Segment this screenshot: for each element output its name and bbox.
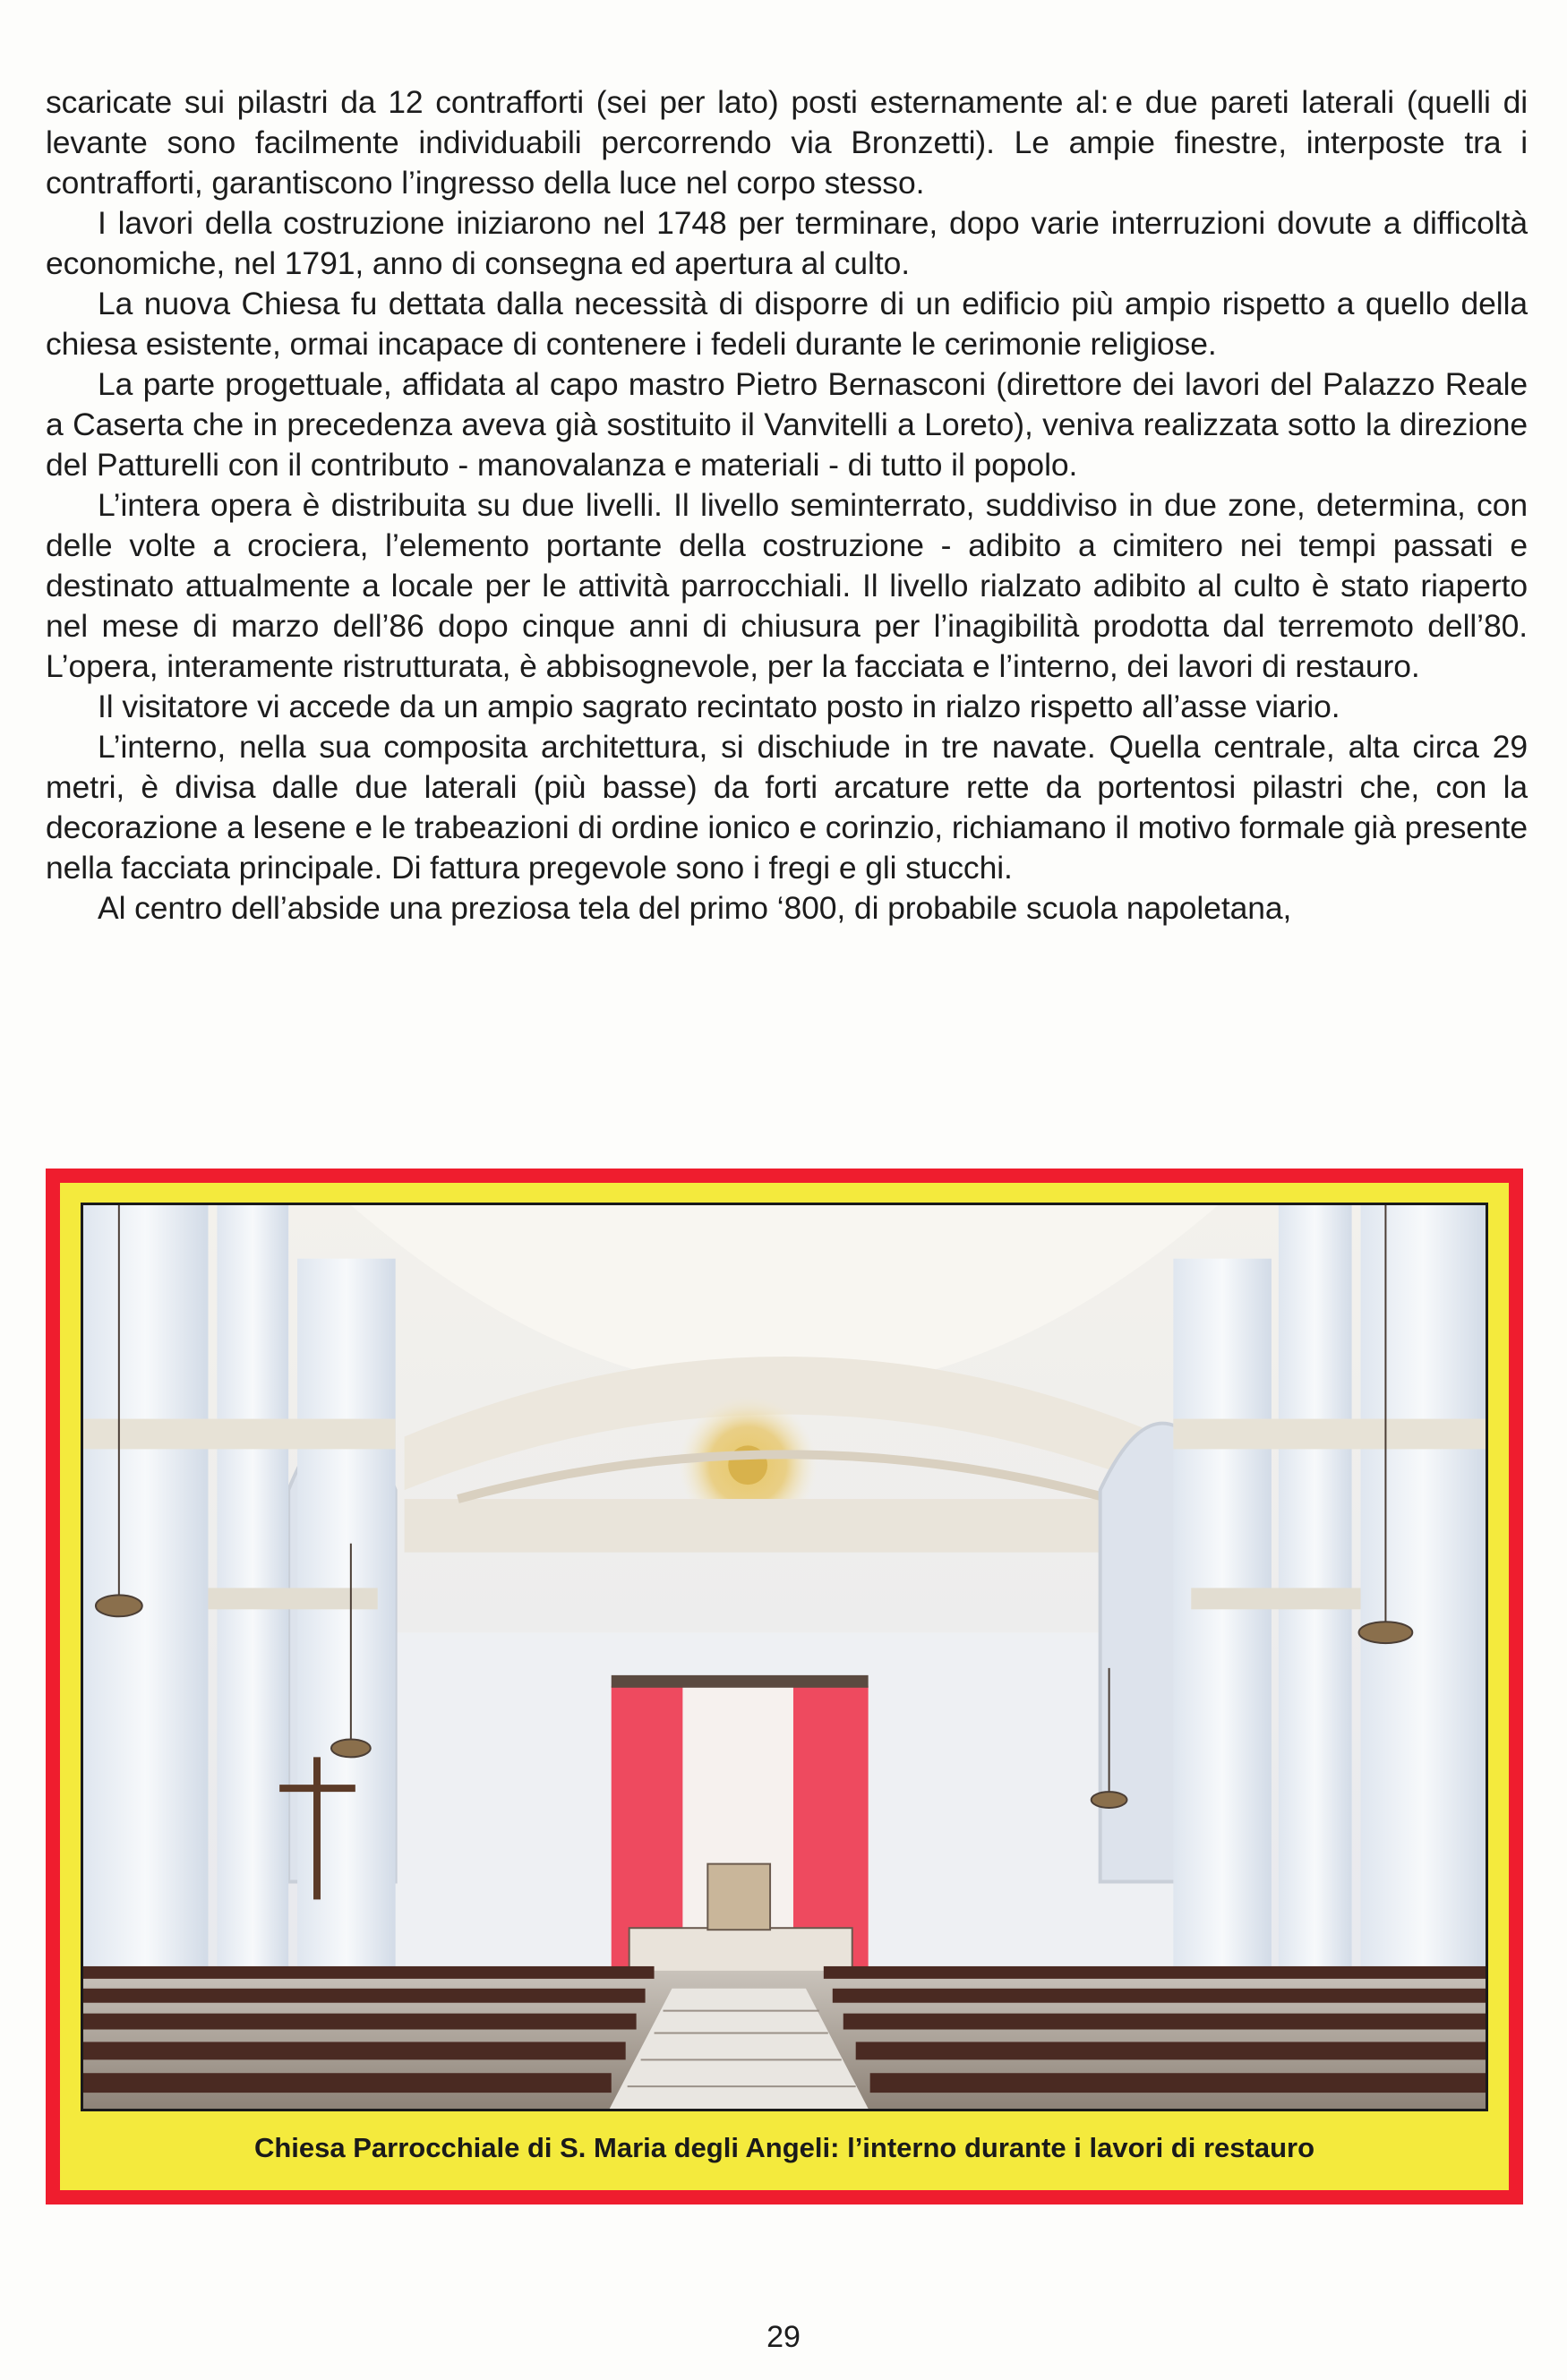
paragraph-3: La nuova Chiesa fu dettata dalla necessità di disporre di un edificio più ampio rispetto a quello della chiesa esistente, ormai incapace di contenere i fedeli durante le cerimonie religiose. (46, 286, 1528, 362)
paragraph-1: scaricate sui pilastri da 12 contrafforti (sei per lato) posti esternamente al: e due pareti laterali (quelli di levante sono facilmente individuabili percorrendo via Bronzetti). Le ampie finestre, interposte tra i contrafforti, garantiscono l’ingresso della luce nel corpo stesso. (46, 84, 1528, 201)
figure-frame (46, 1169, 1523, 2204)
paragraph-4: La parte progettuale, affidata al capo mastro Pietro Bernasconi (direttore dei lavori del Palazzo Reale a Caserta che in precedenza aveva già sostituito il Vanvitelli a Loreto), veniva realizzata sotto la direzione del Patturelli con il contributo - manovalanza e materiali - di tutto il popolo. (46, 366, 1528, 483)
page-number: 29 (766, 2320, 801, 2354)
paragraph-8: Al centro dell’abside una preziosa tela del primo ‘800, di probabile scuola napoletana, (98, 890, 1292, 926)
figure-caption: Chiesa Parrocchiale di S. Maria degli Angeli: l’interno durante i lavori di restauro (253, 2132, 1315, 2163)
paragraph-6: Il visitatore vi accede da un ampio sagrato recintato posto in rialzo rispetto all’asse viario. (98, 689, 1340, 724)
church-interior-photo (81, 1203, 1488, 2111)
paragraph-2: I lavori della costruzione iniziarono nel 1748 per terminare, dopo varie interruzioni dovute a difficoltà economiche, nel 1791, anno di consegna ed apertura al culto. (46, 205, 1528, 281)
paragraph-5: L’intera opera è distribuita su due livelli. Il livello seminterrato, suddiviso in due zone, determina, con delle volte a crociera, l’elemento portante della costruzione - adibito a cimitero nei tempi passati e destinato attualmente a locale per le attività parrocchiali. Il livello rialzato adibito al culto è stato riaperto nel mese di marzo dell’86 dopo cinque anni di chiusura per l’inagibilità prodotta dal terremoto dell’80. L’opera, interamente ristrutturata, è abbisognevole, per la facciata e l’interno, dei lavori di restauro. (46, 487, 1528, 684)
body-text (46, 82, 1528, 929)
figure-panel (60, 1183, 1509, 2190)
paragraph-7: L’interno, nella sua composita architettura, si dischiude in tre navate. Quella centrale, alta circa 29 metri, è divisa dalle due laterali (più basse) da forti arcature rette da portentosi pilastri che, con la decorazione a lesene e le trabeazioni di ordine ionico e corinzio, richiamano il motivo formale già presente nella facciata principale. Di fattura pregevole sono i fregi e gli stucchi. (46, 729, 1528, 886)
church-interior-illustration (83, 1205, 1486, 2109)
